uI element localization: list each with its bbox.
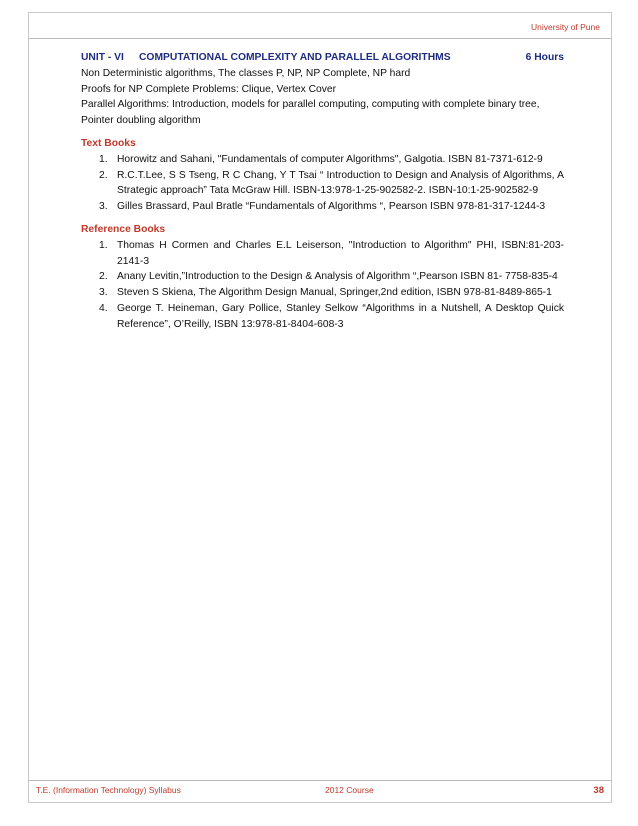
reference-books-heading: Reference Books xyxy=(81,223,166,235)
unit-code: UNIT - VI xyxy=(81,52,124,63)
reference-books-list xyxy=(81,238,564,333)
unit-topic: Parallel Algorithms: Introduction, models for parallel computing, computing with complete binary tree, Pointer doubling algorithm xyxy=(81,99,540,127)
list-item-number: 3. xyxy=(99,287,108,299)
list-item xyxy=(81,238,564,270)
list-item-number: 1. xyxy=(99,153,108,165)
list-item-number: 4. xyxy=(99,302,108,314)
list-item-number: 3. xyxy=(99,201,108,213)
list-item-text: Anany Levitin,”Introduction to the Design & Analysis of Algorithm “,Pearson ISBN 81- 7758-835-4 xyxy=(117,271,558,283)
unit-hours: 6 Hours xyxy=(525,52,564,63)
page-number: 38 xyxy=(593,785,604,796)
unit-heading xyxy=(81,50,564,66)
list-item-text: Horowitz and Sahani, "Fundamentals of computer Algorithms", Galgotia. ISBN 81-7371-612-9 xyxy=(117,153,543,165)
header-divider xyxy=(28,38,612,39)
unit-title: COMPUTATIONAL COMPLEXITY AND PARALLEL ALGORITHMS xyxy=(139,52,451,63)
header-organization: University of Pune xyxy=(531,22,600,32)
list-item-text: Thomas H Cormen and Charles E.L Leiserson, "Introduction to Algorithm" PHI, ISBN:81-203-2141-3 xyxy=(117,239,564,267)
text-books-heading: Text Books xyxy=(81,137,136,149)
footer-divider xyxy=(28,780,612,781)
list-item-number: 2. xyxy=(99,271,108,283)
list-item xyxy=(81,199,564,215)
list-item xyxy=(81,168,564,200)
footer-course-title: T.E. (Information Technology) Syllabus xyxy=(36,785,181,795)
unit-topic: Non Deterministic algorithms, The classes P, NP, NP Complete, NP hard xyxy=(81,67,411,79)
list-item-text: Gilles Brassard, Paul Bratle “Fundamentals of Algorithms “, Pearson ISBN 978-81-317-1244-3 xyxy=(117,201,546,213)
list-item xyxy=(81,285,564,301)
list-item xyxy=(81,301,564,333)
list-item-number: 2. xyxy=(99,169,108,181)
text-books-list xyxy=(81,152,564,215)
list-item-text: George T. Heineman, Gary Pollice, Stanley Selkow “Algorithms in a Nutshell, A Desktop Quick Reference”, O’Reilly, ISBN 13:978-81-8404-608-3 xyxy=(117,302,564,330)
list-item-text: R.C.T.Lee, S S Tseng, R C Chang, Y T Tsai “ Introduction to Design and Analysis of Algorithms, A Strategic approach” Tata McGraw Hill. ISBN-13:978-1-25-902582-2. ISBN-10:1-25-902582-9 xyxy=(117,169,564,197)
unit-topic: Proofs for NP Complete Problems: Clique, Vertex Cover xyxy=(81,83,337,95)
list-item xyxy=(81,152,564,168)
list-item xyxy=(81,269,564,285)
list-item-text: Steven S Skiena, The Algorithm Design Manual, Springer,2nd edition, ISBN 978-81-8489-865-1 xyxy=(117,287,552,299)
footer-course-year: 2012 Course xyxy=(325,785,374,795)
syllabus-content xyxy=(81,50,564,333)
list-item-number: 1. xyxy=(99,239,108,251)
